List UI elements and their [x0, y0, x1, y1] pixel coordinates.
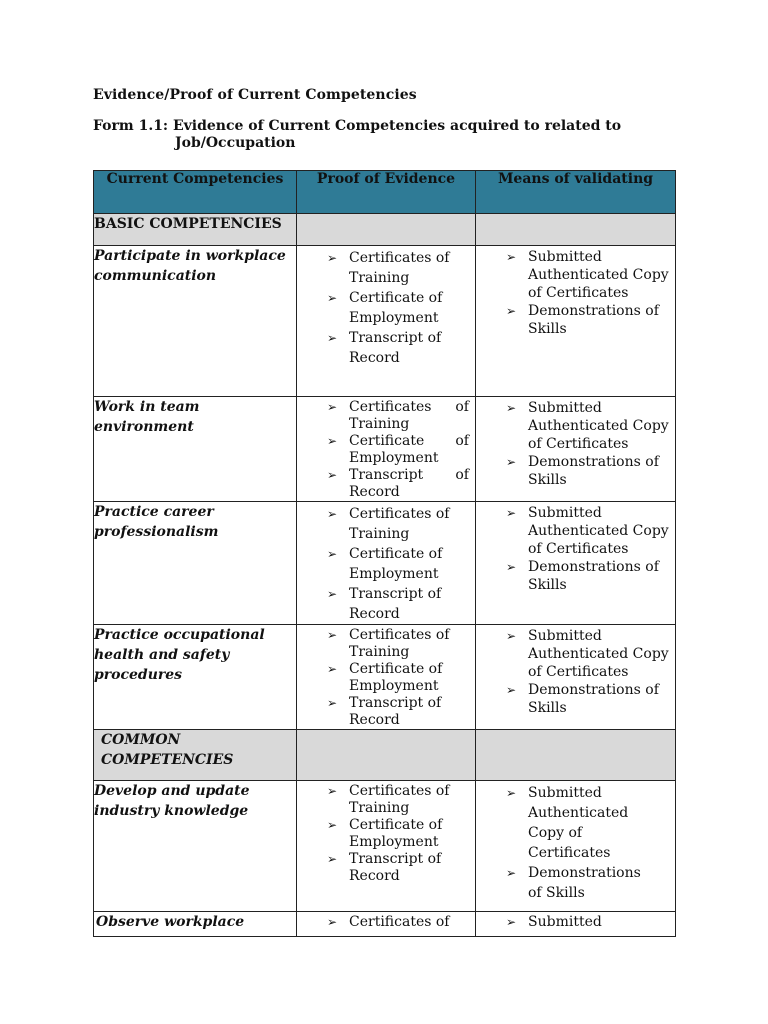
list-item: ➢ Certificates of Training: [327, 504, 469, 544]
means-list: [476, 781, 675, 903]
proof-cell: [297, 625, 476, 730]
header-current-competencies: Current Competencies: [94, 171, 297, 214]
proof-cell: [297, 246, 476, 397]
means-cell: [476, 246, 676, 397]
competency-cell: Practice occupational health and safety procedures: [94, 625, 297, 730]
means-list: [476, 246, 675, 338]
list-item: ➢ Transcript of Record: [327, 328, 469, 368]
means-cell: [476, 397, 676, 502]
means-cell: [476, 781, 676, 912]
list-item: ➢ Certificates of: [327, 914, 469, 931]
page-heading: Evidence/Proof of Current Competencies: [93, 87, 417, 103]
list-item: ➢ Demonstrations of Skills: [506, 558, 669, 594]
header-means-of-validating: Means of validating: [476, 171, 676, 214]
competency-cell: Practice career professionalism: [94, 502, 297, 625]
table-row: [94, 781, 676, 912]
form-title-line1: Form 1.1: Evidence of Current Competencies acquired to related to: [93, 118, 622, 134]
table-row: [94, 246, 676, 397]
section-cell-empty: [476, 214, 676, 246]
list-item: ➢ Submitted Authenticated Copy of Certificates: [506, 783, 635, 863]
list-item: ➢ Certificates of Training: [327, 399, 469, 433]
section-row-common: [94, 730, 676, 781]
section-cell-empty: [297, 730, 476, 781]
list-item: ➢ Certificates of Training: [327, 627, 469, 661]
proof-list: [297, 912, 475, 931]
section-label-common: COMMON COMPETENCIES: [94, 730, 297, 781]
proof-list: [297, 246, 475, 368]
list-item: ➢ Submitted Authenticated Copy of Certificates: [506, 627, 669, 681]
means-cell: [476, 625, 676, 730]
list-item: ➢ Certificate of Employment: [327, 288, 469, 328]
list-item: ➢ Demonstrations of Skills: [506, 681, 669, 717]
form-title-line2: Job/Occupation: [175, 135, 296, 151]
list-item: ➢ Transcript of Record: [327, 584, 469, 624]
competency-cell: Develop and update industry knowledge: [94, 781, 297, 912]
list-item: ➢ Demonstrations of Skills: [506, 453, 669, 489]
means-list: [476, 912, 675, 931]
proof-cell: [297, 781, 476, 912]
proof-list: [297, 397, 475, 501]
table-row: [94, 397, 676, 502]
section-label-basic: BASIC COMPETENCIES: [94, 214, 297, 246]
table-row: [94, 502, 676, 625]
proof-cell: [297, 502, 476, 625]
proof-cell: [297, 397, 476, 502]
list-item: ➢ Certificates of Training: [327, 783, 469, 817]
proof-cell: [297, 912, 476, 937]
list-item: ➢ Demonstrations of Skills: [506, 863, 635, 903]
means-cell: [476, 912, 676, 937]
list-item: ➢ Demonstrations of Skills: [506, 302, 669, 338]
proof-list: [297, 625, 475, 729]
section-cell-empty: [476, 730, 676, 781]
means-list: [476, 397, 675, 489]
list-item: ➢ Transcript of Record: [327, 695, 469, 729]
list-item: ➢ Submitted Authenticated Copy of Certificates: [506, 248, 669, 302]
section-cell-empty: [297, 214, 476, 246]
list-item: ➢ Certificate of Employment: [327, 817, 469, 851]
competency-cell: Work in team environment: [94, 397, 297, 502]
means-cell: [476, 502, 676, 625]
form-title: [93, 118, 693, 152]
table-row: [94, 625, 676, 730]
table-header-row: [94, 171, 676, 214]
table-row: [94, 912, 676, 937]
list-item: ➢ Certificate of Employment: [327, 544, 469, 584]
competencies-table: [93, 170, 676, 937]
competency-cell: Observe workplace: [94, 912, 297, 937]
list-item: ➢ Certificates of Training: [327, 248, 469, 288]
list-item: ➢ Transcript of Record: [327, 467, 469, 501]
list-item: ➢ Submitted Authenticated Copy of Certificates: [506, 399, 669, 453]
proof-list: [297, 502, 475, 624]
list-item: ➢ Submitted: [506, 914, 669, 931]
section-row-basic: [94, 214, 676, 246]
header-proof-of-evidence: Proof of Evidence: [297, 171, 476, 214]
list-item: ➢ Transcript of Record: [327, 851, 469, 885]
competency-cell: Participate in workplace communication: [94, 246, 297, 397]
list-item: ➢ Submitted Authenticated Copy of Certificates: [506, 504, 669, 558]
proof-list: [297, 781, 475, 885]
means-list: [476, 625, 675, 717]
list-item: ➢ Certificate of Employment: [327, 433, 469, 467]
list-item: ➢ Certificate of Employment: [327, 661, 469, 695]
means-list: [476, 502, 675, 594]
